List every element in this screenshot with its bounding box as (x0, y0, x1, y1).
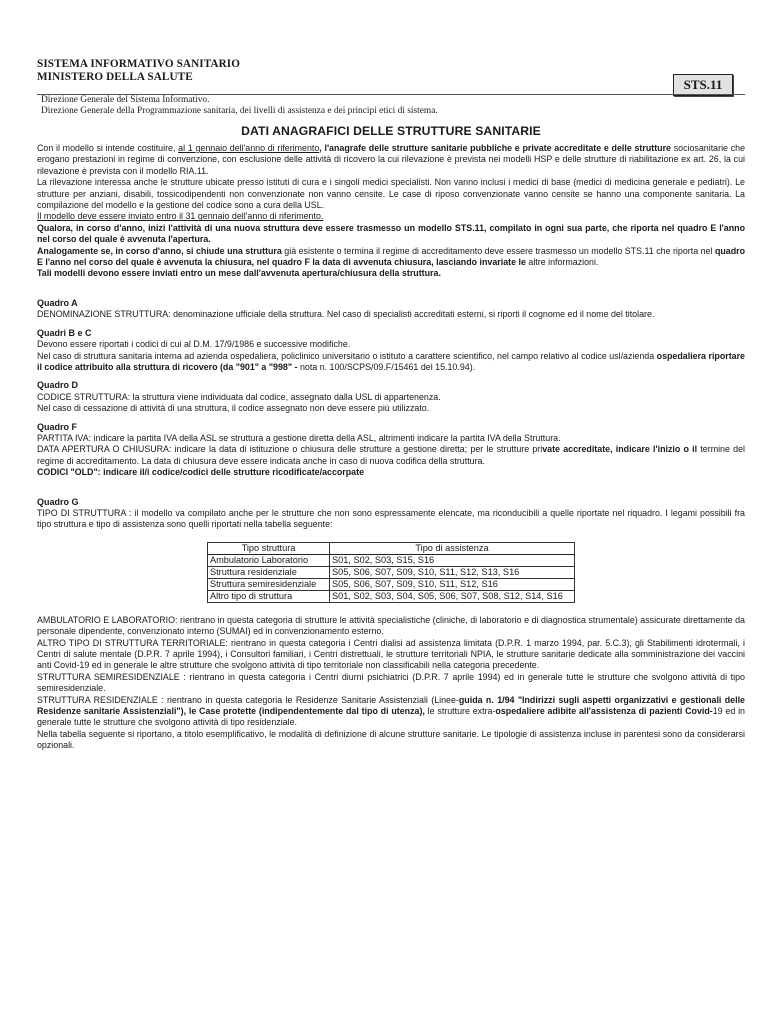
intro-text-cont: sociosanitarie che erogano prestazioni in regime di convenzione, con esclusione delle attività di ricovero la cui rilevazione è prevista nei modelli HSP e delle strutture di riabilitazione ex art. 26, la cui rilevazione è prevista con il modello RIA.11. (37, 143, 746, 176)
cell-tipo: Altro tipo di struttura (208, 590, 330, 602)
def-altro-tipo: ALTRO TIPO DI STRUTTURA TERRITORIALE: rientrano in questa categoria i Centri dialisi ad assistenza limitata (D.P.R. 1 marzo 1994, par. 5.C.3), gli Stabilimenti idrotermali, i Centri di salute mentale (D.P.R. 7 aprile 1994), i Consultori familiari, i Centri distrettuali, le strutture territoriali NPIA, le strutture sanitarie dedicate alla somministrazione dei vaccini anti Covid-19 ed in generale le altre strutture che svolgono attività di tipo territoriale non classificabili nella categoria precedente. (37, 637, 745, 671)
f-text-cont: termine del regime di accreditamento. La data di chiusura deve essere indicata anche in caso di nuova codifica della struttura. (37, 444, 745, 466)
quadro-g-text: TIPO DI STRUTTURA : il modello va compilato anche per le strutture che non sono espressamente elencate, ma riconducibili a quelle riportate nel riquadro. I legami possibili fra tipo struttura e tipo di assistenza sono quelli riportati nella tabella seguente: (37, 507, 745, 530)
section-gap (37, 280, 745, 291)
structure-assistance-table (207, 542, 575, 603)
intro-closing-rule (37, 246, 745, 269)
closing-text-end: altre informazioni. (525, 257, 599, 268)
bc-note: nota n. 100/SCPS/09.F/15461 del 15.10.94). (297, 361, 476, 372)
org-name-line2: MINISTERO DELLA SALUTE (37, 71, 193, 83)
quadro-f-text-3: CODICI "OLD": indicare il/i codice/codici delle strutture ricodificate/accorpate (37, 467, 365, 478)
structure-table-wrapper (37, 542, 745, 603)
def-ambulatorio: AMBULATORIO E LABORATORIO: rientrano in questa categoria di strutture le attività specialistiche (cliniche, di laboratorio e di diagnostica strumentale) assicurate direttamente da personale dipendente, convenzionato interno (SUMAI) ed in convenzionamento esterno. (37, 614, 745, 637)
def-residenziale (37, 695, 745, 729)
table-note: Nella tabella seguente si riportano, a titolo esemplificativo, le modalità di definizione di alcune strutture sanitarie. Le tipologie di assistenza incluse in parentesi sono da considerarsi opzionali. (37, 728, 745, 751)
closing-bold-a: Analogamente se, in corso d'anno, si chiude una struttura (37, 245, 282, 256)
cell-assistenza: S01, S02, S03, S15, S16 (330, 554, 575, 566)
cell-assistenza: S01, S02, S03, S04, S05, S06, S07, S08, S12, S14, S16 (330, 590, 575, 602)
res-bold: guida n. 1/94 "Indirizzi sugli aspetti organizzativi e gestionali delle Residenze sanitarie Assistenziali"), le Case protette (indipendentemente dal tipo di utenza), (37, 694, 745, 717)
quadro-g-title: Quadro G (37, 496, 79, 507)
cell-assistenza: S05, S06, S07, S09, S10, S11, S12, S16 (330, 578, 575, 590)
table-row (208, 590, 575, 602)
res-bold-covid: ospedaliere adibite all'assistenza di pazienti Covid- (495, 706, 713, 717)
quadro-d-title: Quadro D (37, 380, 79, 391)
cell-tipo: Struttura semiresidenziale (208, 578, 330, 590)
quadri-bc-title: Quadri B e C (37, 327, 92, 338)
intro-underlined-date: al 1 gennaio dell'anno di riferimento (178, 143, 320, 153)
header-rule (37, 94, 745, 95)
quadro-f-title: Quadro F (37, 421, 77, 432)
table-row (208, 566, 575, 578)
directorates (37, 95, 745, 117)
closing-text: già esistente o termina il regime di accreditamento deve essere trasmesso un modello STS.11 che riporta nel (281, 245, 715, 256)
document-body (37, 143, 745, 752)
res-text: STRUTTURA RESIDENZIALE : rientrano in questa categoria le Residenze Sanitarie Assistenziali (Linee- (37, 694, 459, 705)
table-row (208, 554, 575, 566)
col-header-tipo-assistenza: Tipo di assistenza (330, 542, 575, 554)
f-text: DATA APERTURA O CHIUSURA: indicare la data di istituzione o chiusura delle strutture a gestione diretta; per le strutture pri (37, 444, 543, 455)
intro-opening-rule: Qualora, in corso d'anno, inizi l'attività di una nuova struttura deve essere trasmesso un modello STS.11, compilato in ogni sua parte, che riporta nel quadro E l'anno nel corso del quale è avvenuta l'apertura. (37, 222, 745, 245)
quadro-a-title: Quadro A (37, 297, 78, 308)
org-name-line1: SISTEMA INFORMATIVO SANITARIO (37, 58, 241, 70)
col-header-tipo-struttura: Tipo struttura (208, 542, 330, 554)
quadri-bc-text-1: Devono essere riportati i codici di cui al D.M. 17/9/1986 e successive modifiche. (37, 339, 351, 350)
intro-bold-text: , l'anagrafe delle strutture sanitarie pubbliche e private accreditate e delle strutture (319, 143, 671, 153)
directorate-line1: Direzione Generale del Sistema Informativo. (41, 95, 210, 105)
table-header-row (208, 542, 575, 554)
quadro-d-text-1: CODICE STRUTTURA: la struttura viene individuata dal codice, assegnato dalla USL di appartenenza. (37, 391, 441, 402)
res-text-cont: le strutture extra- (424, 706, 496, 717)
cell-assistenza: S05, S06, S07, S09, S10, S11, S12, S13, S16 (330, 566, 575, 578)
intro-paragraph-2: La rilevazione interessa anche le strutture ubicate presso istituti di cura e i singoli medici specialisti. Non vanno inclusi i medici di base (medici di medicina generale e pediatri). Le strutture per anziani, disabili, tossicodipendenti non convenzionate non vanno censite. Le case di riposo convenzionate vanno censite se hanno una componente sanitaria. La compilazione del modello e la gestione del codice sono a cura della USL. (37, 177, 745, 211)
form-code-box: STS.11 (673, 74, 733, 96)
cell-tipo: Struttura residenziale (208, 566, 330, 578)
quadro-d-text-2: Nel caso di cessazione di attività di una struttura, il codice assegnato non deve essere più utilizzato. (37, 403, 430, 414)
directorate-line2: Direzione Generale della Programmazione sanitaria, dei livelli di assistenza e dei principi etici di sistema. (41, 106, 438, 116)
intro-submission-rule: Tali modelli devono essere inviati entro un mese dall'avvenuta apertura/chiusura della struttura. (37, 268, 441, 279)
closing-bold-b: quadro E l'anno nel corso del quale è avvenuta la chiusura, nel quadro F la data di avvenuta chiusura, lasciando invariate le (37, 245, 746, 268)
intro-text: Con il modello si intende costituire, (37, 143, 179, 153)
intro-deadline: Il modello deve essere inviato entro il 31 gennaio dell'anno di riferimento. (37, 211, 324, 222)
def-semiresidenziale: STRUTTURA SEMIRESIDENZIALE : rientrano in questa categoria i Centri diurni psichiatrici (D.P.R. 7 aprile 1994) ed in generale tutte le strutture che svolgono attività di tipo semiresidenziale. (37, 671, 745, 694)
bc-bold: ospedaliera riportare il codice attribuito alla struttura di ricovero (da "901" a "998" - (37, 350, 745, 372)
bc-text: Nel caso di struttura sanitaria interna ad azienda ospedaliera, policlinico universitario o istituto a carattere scientifico, nel campo relativo al codice usl/azienda (37, 350, 657, 361)
res-text-end: 19 ed in generale tutte le strutture che svolgono attività di tipo residenziale. (37, 706, 745, 728)
quadro-a-text: DENOMINAZIONE STRUTTURA: denominazione ufficiale della struttura. Nel caso di specialisti accreditati esterni, si riporti il cognome ed il nome del titolare. (37, 309, 655, 320)
quadro-f-text-1: PARTITA IVA: indicare la partita IVA della ASL se struttura a gestione diretta della ASL, altrimenti indicare la partita IVA della Struttura. (37, 432, 561, 443)
document-title: DATI ANAGRAFICI DELLE STRUTTURE SANITARIE (241, 124, 541, 138)
table-row (208, 578, 575, 590)
section-gap (37, 479, 745, 490)
f-bold: vate accreditate, indicare l'inizio o il (542, 444, 698, 455)
quadri-bc-text-2 (37, 351, 745, 374)
quadro-f-text-2 (37, 444, 745, 467)
cell-tipo: Ambulatorio Laboratorio (208, 554, 330, 566)
intro-paragraph-1 (37, 143, 745, 177)
document-header (37, 58, 745, 94)
document-page (37, 58, 745, 752)
